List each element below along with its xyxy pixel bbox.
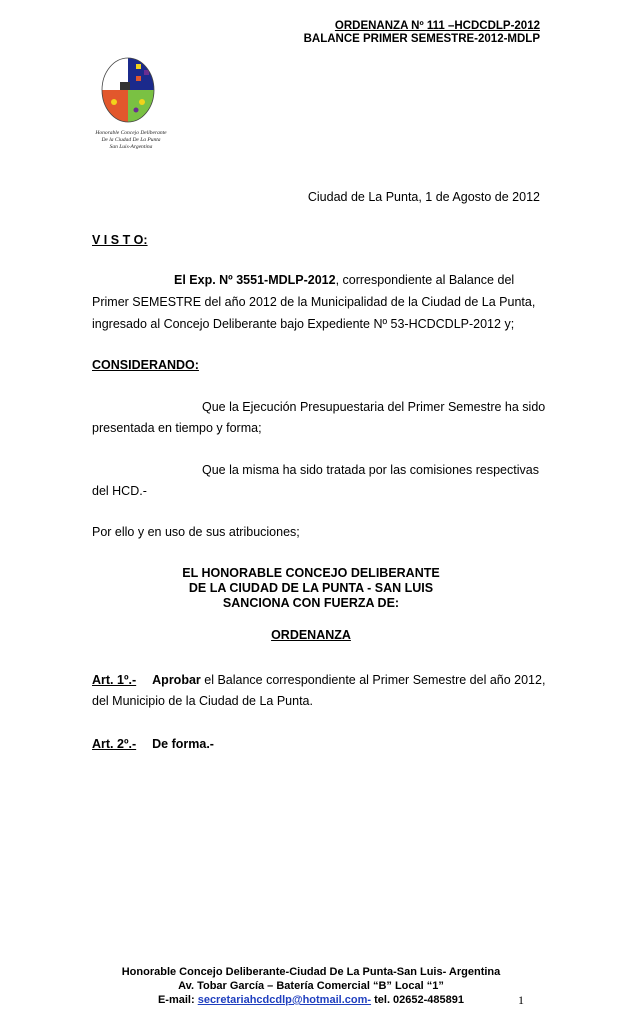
date-line: Ciudad de La Punta, 1 de Agosto de 2012 — [307, 190, 540, 204]
visto-text: , correspondiente al Balance del — [335, 273, 515, 287]
footer-address: Av. Tobar García – Batería Comercial “B” Local “1” — [178, 980, 444, 992]
council-city: DE LA CIUDAD DE LA PUNTA - SAN LUIS — [188, 581, 434, 595]
considerando-paragraph-line: Que la Ejecución Presupuestaria del Primer Semestre ha sido — [202, 400, 546, 414]
article-1 — [92, 669, 545, 691]
ordenanza-title: ORDENANZA — [271, 628, 351, 642]
document-subtitle: BALANCE PRIMER SEMESTRE-2012-MDLP — [303, 33, 540, 45]
article-1-continuation: del Municipio de la Ciudad de La Punta. — [92, 694, 313, 708]
visto-paragraph-line: Primer SEMESTRE del año 2012 de la Municipalidad de la Ciudad de La Punta, — [92, 295, 536, 309]
considerando-paragraph-line: presentada en tiempo y forma; — [92, 421, 262, 435]
article-text: el Balance correspondiente al Primer Semestre del año 2012, — [200, 673, 546, 687]
municipal-emblem-icon — [92, 56, 164, 124]
visto-paragraph-line — [174, 269, 514, 291]
considerando-paragraph-line: del HCD.- — [92, 484, 147, 498]
article-text: De forma.- — [152, 737, 214, 751]
page-number: 1 — [518, 993, 524, 1007]
visto-paragraph-line: ingresado al Concejo Deliberante bajo Expediente Nº 53-HCDCDLP-2012 y; — [92, 317, 515, 331]
sanciona-line: SANCIONA CON FUERZA DE: — [222, 596, 400, 610]
ordinance-number: ORDENANZA Nº 111 –HCDCDLP-2012 — [334, 20, 540, 32]
article-verb: Aprobar — [152, 673, 201, 687]
article-label: Art. 1º.- — [92, 673, 137, 687]
email-label: E-mail: — [157, 994, 198, 1006]
article-label: Art. 2º.- — [92, 737, 137, 751]
article-2 — [92, 733, 214, 755]
email-link[interactable]: secretariahcdcdlp@hotmail.com- — [197, 994, 372, 1006]
logo-caption-line: De la Ciudad De La Punta — [101, 137, 161, 143]
considerando-paragraph-line: Que la misma ha sido tratada por las comisiones respectivas — [202, 463, 539, 477]
por-ello-line: Por ello y en uso de sus atribuciones; — [92, 525, 300, 539]
phone-text: tel. 02652-485891 — [371, 994, 465, 1006]
considerando-heading: CONSIDERANDO: — [92, 358, 199, 372]
expediente-reference: El Exp. Nº 3551-MDLP-2012 — [174, 273, 336, 287]
visto-heading: V I S T O: — [92, 233, 148, 247]
logo-caption-line: San Luis-Argentina — [109, 144, 153, 150]
logo-caption-line: Honorable Concejo Deliberante — [95, 130, 167, 136]
footer-institution: Honorable Concejo Deliberante-Ciudad De La Punta-San Luis- Argentina — [121, 966, 501, 978]
footer-contact — [0, 994, 622, 1007]
council-title: EL HONORABLE CONCEJO DELIBERANTE — [182, 566, 440, 580]
